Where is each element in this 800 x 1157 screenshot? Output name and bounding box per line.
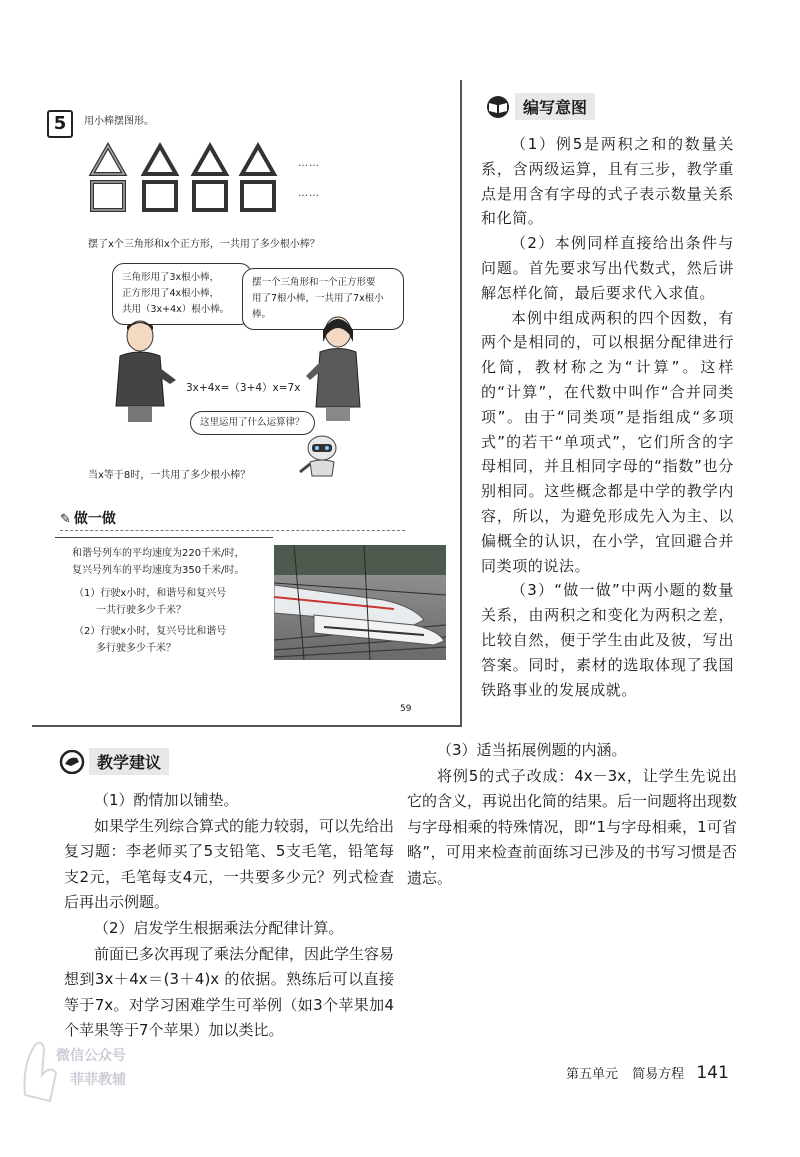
zuoyizuo-intro-line-2: 复兴号列车的平均速度为350千米/时。 xyxy=(72,565,245,576)
bianxie-header xyxy=(483,93,595,120)
watermark xyxy=(20,1035,150,1110)
train-photo xyxy=(274,545,446,660)
example-title: 用小棒摆图形。 xyxy=(84,116,154,127)
book-icon xyxy=(483,95,513,119)
robot-question: 这里运用了什么运算律？ xyxy=(200,417,305,428)
example-question-2: 当x等于8时，一共用了多少根小棒？ xyxy=(88,470,251,481)
example-number-badge: 5 xyxy=(47,110,73,138)
bianxie-paragraph-3: 本例中组成两积的四个因数，有两个是相同的，可以根据分配律进行化简，教材称之为“计算”。这样的“计算”，在代数中叫作“合并同类项”。由于“同类项”是指组成“多项式”的若干“单项式”，它们所含的字母相同，并且相同字母的“指数”也分别相同。这些概念都是中学的教学内容，所以，为避免形成先入为主、以偏概全的认识，在小学，宜回避合并同类项的说法。 xyxy=(481,308,734,575)
ellipsis-1: …… xyxy=(298,158,320,169)
jiaoxue-right-paragraph-2: 将例5的式子改成：4x－3x，让学生先说出它的含义，再说出化简的结果。后一问题将出现数与字母相乘的特殊情况，即“1与字母相乘，1可省略”，可用来检查前面练习已涉及的书写习惯是否遗忘。 xyxy=(407,766,738,887)
zuoyizuo-title-text: 做一做 xyxy=(73,511,116,527)
zuoyizuo-heading xyxy=(60,508,116,528)
zuoyizuo-question-1 xyxy=(74,585,226,619)
watermark-line-2: 菲菲教辅 xyxy=(70,1072,126,1088)
zuoyizuo-top-rule xyxy=(55,537,273,538)
stick-group-3 xyxy=(194,146,226,210)
robot-speech-bubble xyxy=(190,411,315,435)
ellipsis-2: …… xyxy=(298,188,320,199)
q1-line-1: （1）行驶x小时，和谐号和复兴号 xyxy=(74,588,227,599)
inner-page-number: 59 xyxy=(400,704,412,714)
footer-title: 简易方程 xyxy=(632,1067,685,1082)
bianxie-title: 编写意图 xyxy=(515,93,595,120)
example-question: 摆了x个三角形和x个正方形，一共用了多少根小棒？ xyxy=(88,239,320,250)
watermark-hand-icon xyxy=(20,1035,60,1105)
q2-line-2: 多行驶多少千米？ xyxy=(96,643,176,654)
page-footer xyxy=(566,1063,729,1083)
bubble-right-line-2: 用了7根小棒，一共用了7x根小棒。 xyxy=(252,293,384,320)
q1-line-2: 一共行驶多少千米？ xyxy=(96,605,186,616)
jiaoxue-header xyxy=(57,748,169,775)
jiaoxue-left-paragraph-4: 前面已多次再现了乘法分配律，因此学生容易想到3x＋4x＝(3＋4)x 的依据。熟练后可以直接等于7x。对学习困难学生可举例（如3个苹果加4个苹果等于7个苹果）加以类比。 xyxy=(64,944,395,1040)
stick-group-2 xyxy=(144,146,176,210)
jiaoxue-title: 教学建议 xyxy=(89,748,169,775)
bubble-left-line-3: 共用（3x+4x）根小棒。 xyxy=(122,304,230,315)
watermark-line-1: 微信公众号 xyxy=(56,1048,126,1064)
bubble-right-line-1: 摆一个三角形和一个正方形要 xyxy=(252,277,376,288)
stick-figures-illustration xyxy=(88,140,288,215)
jiaoxue-left-paragraph-1: （1）酌情加以铺垫。 xyxy=(94,791,239,809)
girl-illustration xyxy=(300,312,375,427)
hand-icon xyxy=(57,750,87,774)
boy-illustration xyxy=(108,318,183,428)
jiaoxue-left-paragraph-3: （2）启发学生根据乘法分配律计算。 xyxy=(94,918,344,937)
bianxie-paragraph-1: （1）例5是两积之和的数量关系，含两级运算，且有三步，教学重点是用含有字母的式子表示数量关系和化简。 xyxy=(481,135,734,228)
zuoyizuo-question-2 xyxy=(74,623,226,657)
stick-group-4 xyxy=(242,146,274,210)
jiaoxue-left-paragraph-2: 如果学生列综合算式的能力较弱，可以先给出复习题：李老师买了5支铅笔、5支毛笔，铅笔每支2元，毛笔每支4元，一共要多少元？列式检查后再出示例题。 xyxy=(64,816,395,912)
bianxie-body xyxy=(481,132,734,702)
equation-text: 3x+4x=（3+4）x=7x xyxy=(186,382,301,394)
footer-unit: 第五单元 xyxy=(566,1067,619,1082)
zuoyizuo-divider xyxy=(60,530,405,531)
bianxie-paragraph-4: （3）“做一做”中两小题的数量关系，由两积之和变化为两积之差，比较自然，便于学生由此及彼，写出答案。同时，素材的选取体现了我国铁路事业的发展成就。 xyxy=(481,581,734,699)
jiaoxue-left-column xyxy=(64,788,394,1044)
jiaoxue-right-paragraph-1: （3）适当拓展例题的内涵。 xyxy=(437,741,627,759)
pencil-icon: ✎ xyxy=(60,512,71,527)
footer-page-number: 141 xyxy=(696,1063,729,1083)
q2-line-1: （2）行驶x小时，复兴号比和谐号 xyxy=(74,626,227,637)
zuoyizuo-intro-line-1: 和谐号列车的平均速度为220千米/时， xyxy=(72,548,245,559)
bubble-left-line-2: 正方形用了4x根小棒， xyxy=(122,288,220,299)
jiaoxue-right-column xyxy=(407,738,737,892)
bianxie-paragraph-2: （2）本例同样直接给出条件与问题。首先要求写出代数式，然后讲解怎样化简，最后要求代入求值。 xyxy=(481,234,734,302)
speech-bubble-left xyxy=(112,263,252,325)
stick-group-1 xyxy=(92,146,124,210)
bubble-left-line-1: 三角形用了3x根小棒， xyxy=(122,272,220,283)
zuoyizuo-intro xyxy=(72,545,244,579)
robot-illustration xyxy=(298,432,346,478)
